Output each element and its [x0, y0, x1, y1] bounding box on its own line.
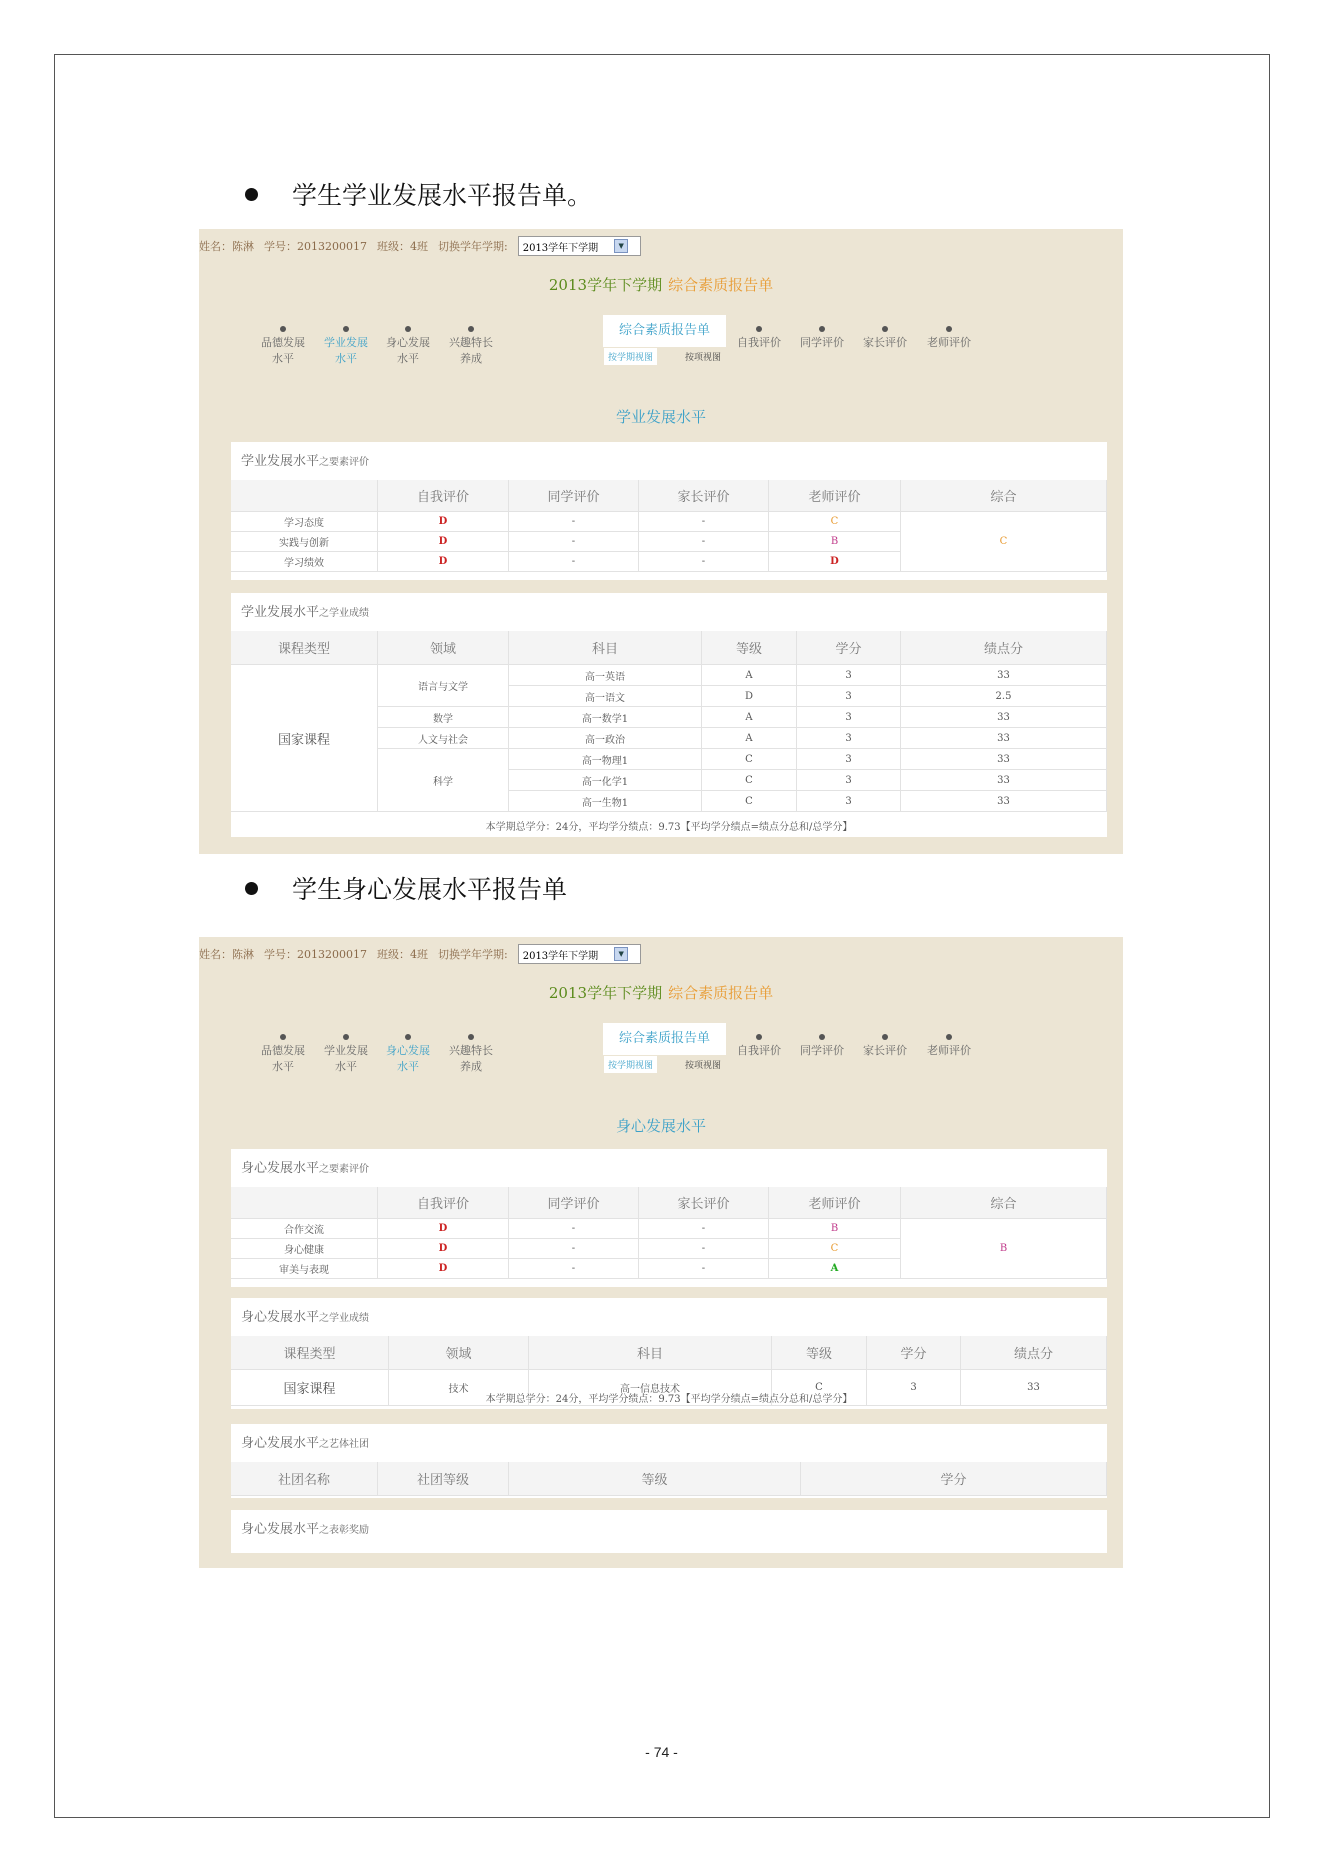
cell-grade: A	[702, 665, 797, 686]
nav-label: 同学评价	[800, 336, 844, 349]
credit-summary: 本学期总学分：24分，平均学分绩点：9.73【平均学分绩点=绩点分总和/总学分】	[485, 1394, 853, 1405]
heading-academic-report	[245, 176, 592, 212]
nav-label-line2: 养成	[460, 352, 482, 365]
cell-credit: 3	[797, 728, 901, 749]
cell-peer: -	[509, 552, 639, 572]
cell-peer: -	[509, 532, 639, 552]
header-cell: 等级	[772, 1336, 867, 1370]
dot-icon	[343, 326, 349, 332]
report-title-main: 2013学年下学期	[548, 276, 663, 294]
cell-parent: -	[639, 1239, 769, 1259]
cell-credit: 3	[797, 665, 901, 686]
nav-item-eval-3[interactable]	[919, 326, 979, 351]
academic-grades-panel	[231, 593, 1107, 837]
cell-credit: 3	[867, 1370, 961, 1406]
cell-grade: A	[702, 728, 797, 749]
dot-icon	[468, 326, 474, 332]
nav-label-line1: 兴趣特长	[449, 336, 493, 349]
nav-item-eval-0[interactable]	[729, 326, 789, 351]
cell-subject: 高一化学1	[509, 770, 702, 791]
cell-subject: 高一政治	[509, 728, 702, 749]
header-cell: 科目	[509, 631, 702, 665]
credit-summary: 本学期总学分：24分，平均学分绩点：9.73【平均学分绩点=绩点分总和/总学分】	[485, 822, 853, 833]
cell-credit: 3	[797, 686, 901, 707]
cell-peer: -	[509, 1259, 639, 1279]
dot-icon	[468, 1034, 474, 1040]
nav-label-line1: 品德发展	[261, 336, 305, 349]
cell-self: D	[378, 552, 509, 572]
cell-subject: 高一生物1	[509, 791, 702, 812]
nav-label: 自我评价	[737, 1044, 781, 1057]
view-by-term-button[interactable]: 按学期视图	[604, 348, 657, 365]
nav-label-line2: 水平	[335, 352, 357, 365]
nav-item-0[interactable]	[253, 326, 313, 367]
header-cell: 自我评价	[378, 1187, 509, 1219]
nav-label: 家长评价	[863, 336, 907, 349]
nav-label-line2: 水平	[272, 1060, 294, 1073]
term-select[interactable]	[518, 944, 641, 964]
student-id: 学号：2013200017	[264, 240, 367, 253]
report-title-sub: 综合素质报告单	[668, 984, 774, 1002]
cell-points: 33	[901, 770, 1107, 791]
element-evaluation-panel	[231, 442, 1107, 580]
club-table	[231, 1462, 1107, 1498]
header-cell-blank	[231, 480, 378, 512]
header-cell: 综合	[901, 1187, 1107, 1219]
dot-icon	[280, 1034, 286, 1040]
cell-name: 学习态度	[231, 512, 378, 532]
cell-grade: A	[702, 707, 797, 728]
cell-name: 审美与表现	[231, 1259, 378, 1279]
panel-title: 学业发展水平之要素评价	[241, 454, 370, 469]
dot-icon	[405, 1034, 411, 1040]
cell-credit: 3	[797, 707, 901, 728]
nav-label-line1: 身心发展	[386, 336, 430, 349]
table-header	[231, 480, 1107, 512]
cell-teacher: A	[769, 1259, 901, 1279]
heading-text: 学生学业发展水平报告单。	[292, 181, 593, 210]
nav-label: 老师评价	[927, 1044, 971, 1057]
cell-points: 33	[961, 1370, 1107, 1406]
tab-overall-report[interactable]: 综合素质报告单	[603, 1023, 726, 1055]
nav-label: 家长评价	[863, 1044, 907, 1057]
eval-table	[231, 480, 1107, 580]
header-cell: 绩点分	[961, 1336, 1107, 1370]
nav-label: 自我评价	[737, 336, 781, 349]
header-cell: 等级	[702, 631, 797, 665]
cell-credit: 3	[797, 770, 901, 791]
nav-label-line1: 兴趣特长	[449, 1044, 493, 1057]
cell-peer: -	[509, 1239, 639, 1259]
nav-item-2[interactable]	[378, 326, 438, 367]
overall-grade: B	[901, 1219, 1107, 1279]
dot-icon	[756, 326, 762, 332]
student-id: 学号：2013200017	[264, 948, 367, 961]
cell-type: 国家课程	[231, 1370, 389, 1406]
heading-physical-report	[245, 870, 567, 906]
cell-subject: 高一物理1	[509, 749, 702, 770]
panel-title: 身心发展水平之学业成绩	[241, 1310, 370, 1325]
cell-name: 合作交流	[231, 1219, 378, 1239]
cell-teacher: C	[769, 1239, 901, 1259]
cell-parent: -	[639, 512, 769, 532]
cell-teacher: C	[769, 512, 901, 532]
cell-domain: 技术	[389, 1370, 529, 1406]
header-cell: 老师评价	[769, 480, 901, 512]
view-by-item-button[interactable]: 按项视图	[685, 353, 722, 363]
cell-self: D	[378, 1239, 509, 1259]
cell-points: 33	[901, 791, 1107, 812]
panel-title: 身心发展水平之艺体社团	[241, 1436, 370, 1451]
cell-grade: C	[702, 749, 797, 770]
cell-self: D	[378, 1219, 509, 1239]
header-cell: 学分	[797, 631, 901, 665]
cell-points: 33	[901, 665, 1107, 686]
cell-credit: 3	[797, 791, 901, 812]
table-header	[231, 631, 1107, 665]
header-cell: 社团名称	[231, 1462, 378, 1496]
cell-parent: -	[639, 532, 769, 552]
nav-item-1[interactable]	[316, 326, 376, 367]
cell-points: 33	[901, 749, 1107, 770]
student-info-bar	[199, 943, 651, 965]
cell-grade: D	[702, 686, 797, 707]
cell-credit: 3	[797, 749, 901, 770]
student-info-bar	[199, 235, 651, 257]
dot-icon	[756, 1034, 762, 1040]
bullet-icon	[245, 188, 258, 201]
nav-label-line2: 养成	[460, 1060, 482, 1073]
cell-name: 学习绩效	[231, 552, 378, 572]
nav-label-line2: 水平	[272, 352, 294, 365]
nav-label-line1: 品德发展	[261, 1044, 305, 1057]
header-cell: 科目	[529, 1336, 772, 1370]
table-header	[231, 1462, 1107, 1496]
term-select[interactable]	[518, 236, 641, 256]
nav-label: 同学评价	[800, 1044, 844, 1057]
nav-item-0[interactable]	[253, 1034, 313, 1075]
nav-item-3[interactable]	[441, 326, 501, 367]
header-cell: 领域	[389, 1336, 529, 1370]
student-name: 姓名：陈淋	[199, 948, 254, 961]
student-class: 班级：4班	[377, 240, 428, 253]
dot-icon	[819, 1034, 825, 1040]
cell-subject: 高一数学1	[509, 707, 702, 728]
panel-title: 身心发展水平之表彰奖励	[241, 1522, 370, 1537]
cell-subject: 高一语文	[509, 686, 702, 707]
report-title-main: 2013学年下学期	[548, 984, 663, 1002]
header-cell: 学分	[867, 1336, 961, 1370]
academic-grades-panel	[231, 1298, 1107, 1409]
element-evaluation-panel	[231, 1149, 1107, 1287]
header-cell: 社团等级	[378, 1462, 509, 1496]
course-type-cell: 国家课程	[231, 665, 378, 812]
chevron-down-icon: ▼	[614, 947, 628, 961]
cell-self: D	[378, 532, 509, 552]
academic-report-screenshot	[199, 229, 1123, 854]
table-header	[231, 1336, 1107, 1370]
header-cell: 家长评价	[639, 480, 769, 512]
cell-parent: -	[639, 1219, 769, 1239]
panel-title: 学业发展水平之学业成绩	[241, 605, 370, 620]
dot-icon	[946, 326, 952, 332]
chevron-down-icon: ▼	[614, 239, 628, 253]
nav-item-1[interactable]	[316, 1034, 376, 1075]
dot-icon	[819, 326, 825, 332]
cell-subject: 高一信息技术	[529, 1370, 772, 1406]
cell-points: 33	[901, 728, 1107, 749]
report-title	[199, 982, 1123, 1003]
nav-label-line1: 身心发展	[386, 1044, 430, 1057]
header-cell-blank	[231, 1187, 378, 1219]
dot-icon	[882, 326, 888, 332]
nav-label-line2: 水平	[335, 1060, 357, 1073]
view-by-item-button[interactable]: 按项视图	[685, 1061, 722, 1071]
header-cell: 老师评价	[769, 1187, 901, 1219]
cell-subject: 高一英语	[509, 665, 702, 686]
eval-table	[231, 1187, 1107, 1287]
report-title	[199, 274, 1123, 295]
nav-item-eval-0[interactable]	[729, 1034, 789, 1059]
dot-icon	[405, 326, 411, 332]
nav-item-eval-3[interactable]	[919, 1034, 979, 1059]
cell-points: 33	[901, 707, 1107, 728]
dot-icon	[946, 1034, 952, 1040]
header-cell: 同学评价	[509, 1187, 639, 1219]
cell-parent: -	[639, 1259, 769, 1279]
header-cell: 等级	[509, 1462, 801, 1496]
nav-item-eval-1[interactable]	[792, 1034, 852, 1059]
header-cell: 领域	[378, 631, 509, 665]
nav-label-line1: 学业发展	[324, 336, 368, 349]
cell-teacher: B	[769, 1219, 901, 1239]
cell-parent: -	[639, 552, 769, 572]
header-cell: 绩点分	[901, 631, 1107, 665]
grades-table	[231, 631, 1107, 816]
header-cell: 课程类型	[231, 631, 378, 665]
cell-teacher: B	[769, 532, 901, 552]
term-switch-label: 切换学年学期:	[438, 948, 508, 961]
term-select-value: 2013学年下学期	[522, 950, 599, 962]
table-header	[231, 1187, 1107, 1219]
dot-icon	[280, 326, 286, 332]
dot-icon	[882, 1034, 888, 1040]
nav-item-eval-2[interactable]	[855, 326, 915, 351]
cell-name: 身心健康	[231, 1239, 378, 1259]
cell-grade: C	[702, 770, 797, 791]
nav-label-line1: 学业发展	[324, 1044, 368, 1057]
cell-name: 实践与创新	[231, 532, 378, 552]
nav-item-3[interactable]	[441, 1034, 501, 1075]
term-switch-label: 切换学年学期:	[438, 240, 508, 253]
cell-points: 2.5	[901, 686, 1107, 707]
heading-text: 学生身心发展水平报告单	[292, 875, 568, 904]
nav-item-2[interactable]	[378, 1034, 438, 1075]
header-cell: 综合	[901, 480, 1107, 512]
cell-grade: C	[772, 1370, 867, 1406]
overall-grade: C	[901, 512, 1107, 572]
header-cell: 课程类型	[231, 1336, 389, 1370]
cell-peer: -	[509, 512, 639, 532]
student-class: 班级：4班	[377, 948, 428, 961]
nav-item-eval-2[interactable]	[855, 1034, 915, 1059]
cell-self: D	[378, 1259, 509, 1279]
cell-self: D	[378, 512, 509, 532]
page-number: - 74 -	[645, 1744, 678, 1760]
report-title-sub: 综合素质报告单	[668, 276, 774, 294]
header-cell: 自我评价	[378, 480, 509, 512]
panel-title: 身心发展水平之要素评价	[241, 1161, 370, 1176]
section-title: 学业发展水平	[615, 408, 706, 426]
domain-cell: 数学	[378, 707, 509, 728]
header-cell: 家长评价	[639, 1187, 769, 1219]
nav-label: 老师评价	[927, 336, 971, 349]
awards-panel	[231, 1510, 1107, 1553]
section-title: 身心发展水平	[615, 1117, 706, 1135]
domain-cell: 语言与文学	[378, 665, 509, 707]
cell-teacher: D	[769, 552, 901, 572]
view-by-term-button[interactable]: 按学期视图	[604, 1056, 657, 1073]
cell-peer: -	[509, 1219, 639, 1239]
domain-cell: 科学	[378, 749, 509, 812]
header-cell: 学分	[801, 1462, 1107, 1496]
cell-grade: C	[702, 791, 797, 812]
nav-item-eval-1[interactable]	[792, 326, 852, 351]
arts-club-panel	[231, 1424, 1107, 1498]
tab-overall-report[interactable]: 综合素质报告单	[603, 315, 726, 347]
term-select-value: 2013学年下学期	[522, 242, 599, 254]
dot-icon	[343, 1034, 349, 1040]
student-name: 姓名：陈淋	[199, 240, 254, 253]
nav-label-line2: 水平	[397, 1060, 419, 1073]
nav-label-line2: 水平	[397, 352, 419, 365]
physical-report-screenshot	[199, 937, 1123, 1568]
bullet-icon	[245, 882, 258, 895]
header-cell: 同学评价	[509, 480, 639, 512]
domain-cell: 人文与社会	[378, 728, 509, 749]
